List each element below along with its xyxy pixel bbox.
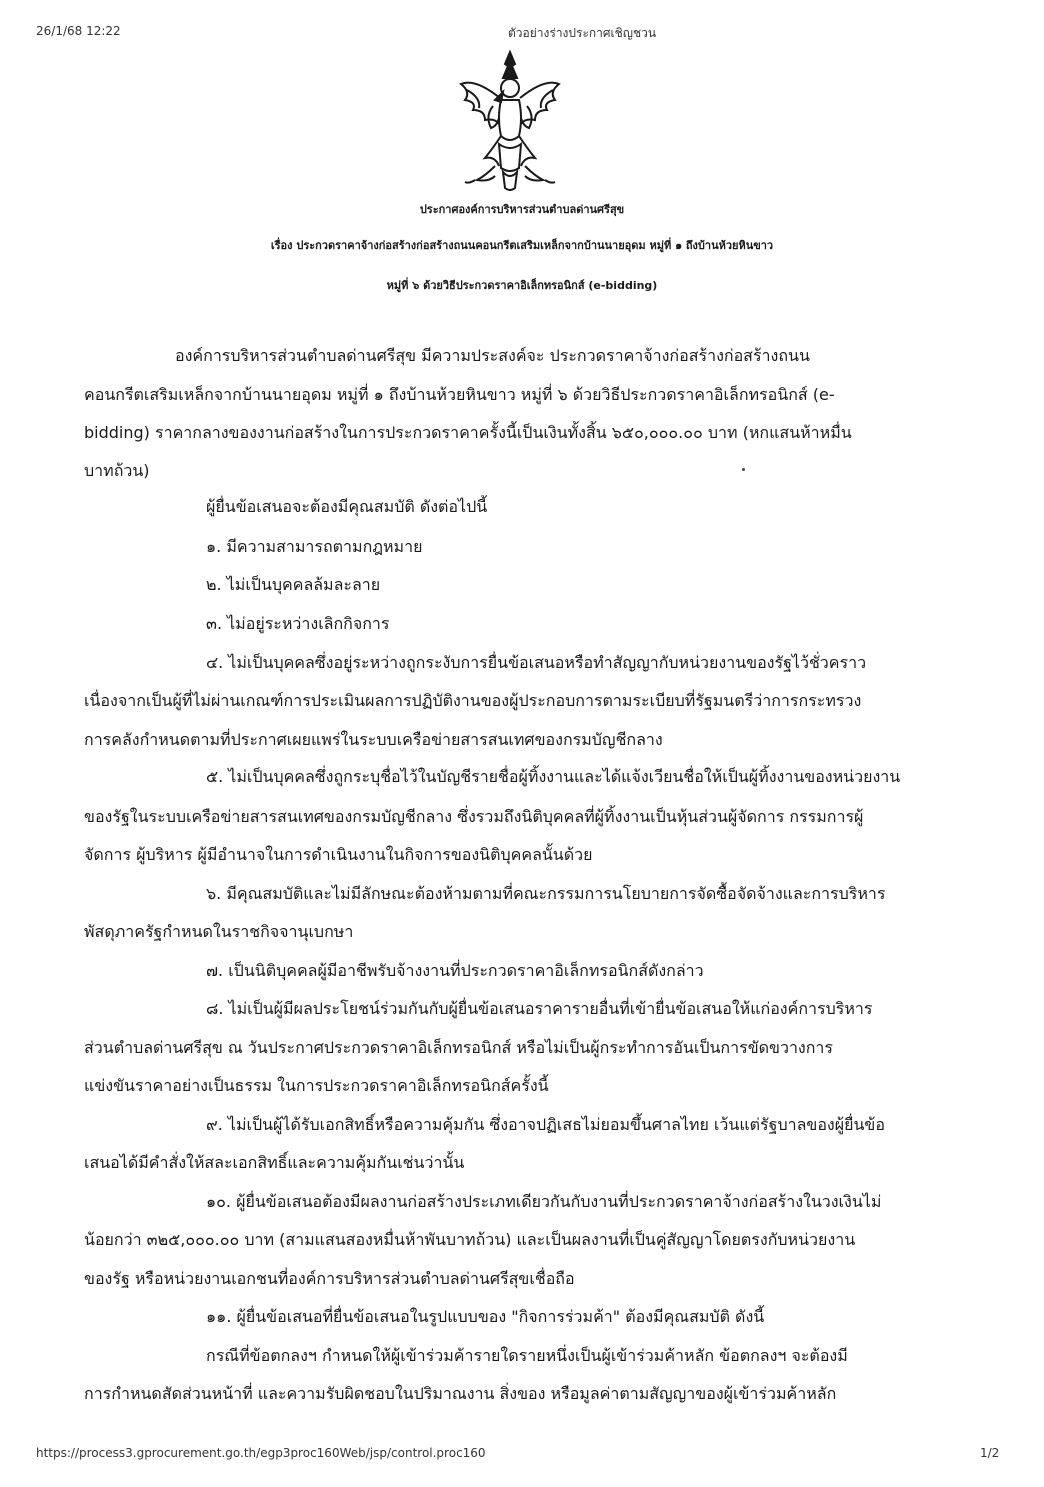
qualification-item-cont: ของรัฐในระบบเครือข่ายสารสนเทศของกรมบัญชีกลาง ซึ่งรวมถึงนิติบุคคลที่ผู้ทิ้งงานเป็นหุ้นส่วนผู้จัดการ กรรมการผู้ <box>84 807 864 826</box>
qualifications-intro: ผู้ยื่นข้อเสนอจะต้องมีคุณสมบัติ ดังต่อไปนี้ <box>206 497 488 516</box>
qualification-item: ๑. มีความสามารถตามกฎหมาย <box>206 537 423 556</box>
qualification-item-cont: พัสดุภาครัฐกำหนดในราชกิจจานุเบกษา <box>84 922 354 941</box>
joint-venture-clause-cont: การกำหนดสัดส่วนหน้าที่ และความรับผิดชอบในปริมาณงาน สิ่งของ หรือมูลค่าตามสัญญาของผู้เข้าร่วมค้าหลัก <box>84 1384 837 1403</box>
page-number: 1/2 <box>980 1446 1000 1460</box>
qualification-item-cont: แข่งขันราคาอย่างเป็นธรรม ในการประกวดราคาอิเล็กทรอนิกส์ครั้งนี้ <box>84 1076 549 1095</box>
footer-url: https://process3.gprocurement.go.th/egp3proc160Web/jsp/control.proc160 <box>36 1446 486 1460</box>
qualification-item: ๑๑. ผู้ยื่นข้อเสนอที่ยื่นข้อเสนอในรูปแบบของ "กิจการร่วมค้า" ต้องมีคุณสมบัติ ดังนี้ <box>206 1307 765 1326</box>
qualification-item-cont: น้อยกว่า ๓๒๕,๐๐๐.๐๐ บาท (สามแสนสองหมื่นห้าพันบาทถ้วน) และเป็นผลงานที่เป็นคู่สัญญาโดยตรงกับหน่วยงาน <box>84 1230 856 1249</box>
qualification-item-cont: เสนอได้มีคำสั่งให้สละเอกสิทธิ์และความคุ้มกันเช่นว่านั้น <box>84 1153 465 1172</box>
qualification-item-cont: ส่วนตำบลด่านศรีสุข ณ วันประกาศประกวดราคาอิเล็กทรอนิกส์ หรือไม่เป็นผู้กระทำการอันเป็นการขัดขวางการ <box>84 1038 834 1057</box>
joint-venture-clause: กรณีที่ข้อตกลงฯ กำหนดให้ผู้เข้าร่วมค้ารายใดรายหนึ่งเป็นผู้เข้าร่วมค้าหลัก ข้อตกลงฯ จะต้องมี <box>206 1346 848 1365</box>
qualification-item-cont: การคลังกำหนดตามที่ประกาศเผยแพร่ในระบบเครือข่ายสารสนเทศของกรมบัญชีกลาง <box>84 730 663 749</box>
qualification-item: ๖. มีคุณสมบัติและไม่มีลักษณะต้องห้ามตามที่คณะกรรมการนโยบายการจัดซื้อจัดจ้างและการบริหาร <box>206 884 886 903</box>
qualification-item-cont: จัดการ ผู้บริหาร ผู้มีอำนาจในการดำเนินงานในกิจการของนิติบุคคลนั้นด้วย <box>84 845 593 864</box>
qualification-item-cont: ของรัฐ หรือหน่วยงานเอกชนที่องค์การบริหารส่วนตำบลด่านศรีสุขเชื่อถือ <box>84 1269 575 1288</box>
qualification-item: ๔. ไม่เป็นบุคคลซึ่งอยู่ระหว่างถูกระงับการยื่นข้อเสนอหรือทำสัญญากับหน่วยงานของรัฐไว้ชั่วคราว <box>206 653 867 672</box>
qualification-item: ๗. เป็นนิติบุคคลผู้มีอาชีพรับจ้างงานที่ประกวดราคาอิเล็กทรอนิกส์ดังกล่าว <box>206 961 704 980</box>
announcement-subject: เรื่อง ประกวดราคาจ้างก่อสร้างก่อสร้างถนนคอนกรีตเสริมเหล็กจากบ้านนายอุดม หมู่ที่ ๑ ถึงบ้านห้วยหินขาว <box>270 239 774 252</box>
body-paragraph-line: คอนกรีตเสริมเหล็กจากบ้านนายอุดม หมู่ที่ ๑ ถึงบ้านห้วยหินขาว หมู่ที่ ๖ ด้วยวิธีประกวดราคาอิเล็กทรอนิกส์ (e- <box>84 385 835 404</box>
scan-speck <box>742 468 745 471</box>
document-header-title: ตัวอย่างร่างประกาศเชิญชวน <box>508 26 657 40</box>
qualification-item: ๘. ไม่เป็นผู้มีผลประโยชน์ร่วมกันกับผู้ยื่นข้อเสนอราคารายอื่นที่เข้ายื่นข้อเสนอให้แก่องค์การบริหาร <box>206 999 873 1018</box>
body-paragraph-line: องค์การบริหารส่วนตำบลด่านศรีสุข มีความประสงค์จะ ประกวดราคาจ้างก่อสร้างก่อสร้างถนน <box>175 346 810 365</box>
qualification-item: ๓. ไม่อยู่ระหว่างเลิกกิจการ <box>206 614 390 633</box>
announcement-subject-cont: หมู่ที่ ๖ ด้วยวิธีประกวดราคาอิเล็กทรอนิกส์ (e-bidding) <box>386 279 658 292</box>
body-paragraph-line: bidding) ราคากลางของงานก่อสร้างในการประกวดราคาครั้งนี้เป็นเงินทั้งสิ้น ๖๕๐,๐๐๐.๐๐ บาท (หกแสนห้าหมื่น <box>84 423 852 442</box>
qualification-item: ๙. ไม่เป็นผู้ได้รับเอกสิทธิ์หรือความคุ้มกัน ซึ่งอาจปฏิเสธไม่ยอมขึ้นศาลไทย เว้นแต่รัฐบาลของผู้ยื่นข้อ <box>206 1115 885 1134</box>
announcement-title: ประกาศองค์การบริหารส่วนตำบลด่านศรีสุข <box>419 203 625 216</box>
qualification-item-cont: เนื่องจากเป็นผู้ที่ไม่ผ่านเกณฑ์การประเมินผลการปฏิบัติงานของผู้ประกอบการตามระเบียบที่รัฐมนตรีว่าการกระทรวง <box>84 691 862 710</box>
qualification-item: ๑๐. ผู้ยื่นข้อเสนอต้องมีผลงานก่อสร้างประเภทเดียวกันกับงานที่ประกวดราคาจ้างก่อสร้างในวงเงินไม่ <box>206 1192 882 1211</box>
garuda-emblem-icon <box>455 48 565 196</box>
print-timestamp: 26/1/68 12:22 <box>36 24 121 38</box>
qualification-item: ๕. ไม่เป็นบุคคลซึ่งถูกระบุชื่อไว้ในบัญชีรายชื่อผู้ทิ้งงานและได้แจ้งเวียนชื่อให้เป็นผู้ทิ้งงานของหน่วยงาน <box>206 767 901 786</box>
qualification-item: ๒. ไม่เป็นบุคคลล้มละลาย <box>206 575 381 594</box>
body-paragraph-line: บาทถ้วน) <box>84 461 150 480</box>
